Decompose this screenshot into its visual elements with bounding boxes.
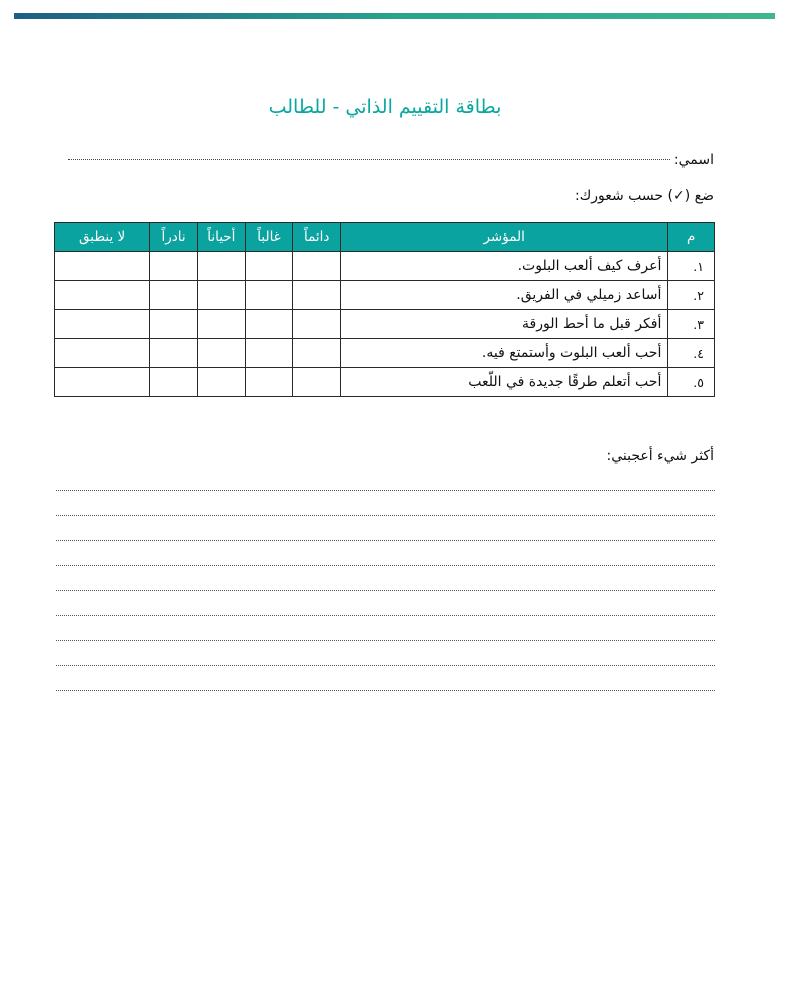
row-indicator: أفكر قبل ما أحط الورقة xyxy=(341,310,668,339)
header-always: دائماً xyxy=(293,223,341,252)
page-title: بطاقة التقييم الذاتي - للطالب xyxy=(268,96,502,118)
top-accent-bar xyxy=(14,13,775,19)
instruction-text xyxy=(575,188,714,204)
cell-rarely[interactable] xyxy=(150,310,198,339)
writing-lines xyxy=(56,490,715,715)
writing-line[interactable] xyxy=(56,640,715,665)
cell-often[interactable] xyxy=(245,252,293,281)
header-indicator: المؤشر xyxy=(341,223,668,252)
writing-line[interactable] xyxy=(56,590,715,615)
liked-most-heading: أكثر شيء أعجبني: xyxy=(606,448,714,464)
self-assessment-table xyxy=(54,222,715,397)
writing-line[interactable] xyxy=(56,690,715,715)
writing-line[interactable] xyxy=(56,515,715,540)
header-sometimes: أحياناً xyxy=(197,223,245,252)
table-header-row xyxy=(55,223,715,252)
cell-often[interactable] xyxy=(245,339,293,368)
writing-line[interactable] xyxy=(56,490,715,515)
cell-sometimes[interactable] xyxy=(197,252,245,281)
cell-not-applicable[interactable] xyxy=(55,252,150,281)
cell-always[interactable] xyxy=(293,310,341,339)
cell-rarely[interactable] xyxy=(150,339,198,368)
row-number: ١. xyxy=(668,252,715,281)
cell-always[interactable] xyxy=(293,368,341,397)
cell-always[interactable] xyxy=(293,252,341,281)
row-indicator: أحب أتعلم طرقًا جديدة في اللّعب xyxy=(341,368,668,397)
cell-not-applicable[interactable] xyxy=(55,281,150,310)
writing-line[interactable] xyxy=(56,665,715,690)
name-field[interactable] xyxy=(68,159,670,160)
header-often: غالباً xyxy=(245,223,293,252)
name-label: اسمي: xyxy=(673,152,714,168)
cell-rarely[interactable] xyxy=(150,252,198,281)
cell-not-applicable[interactable] xyxy=(55,368,150,397)
instruction-before: ضع ( xyxy=(684,188,714,204)
header-number: م xyxy=(668,223,715,252)
writing-line[interactable] xyxy=(56,540,715,565)
row-number: ٥. xyxy=(668,368,715,397)
table-row xyxy=(55,281,715,310)
header-not-applicable: لا ينطبق xyxy=(55,223,150,252)
cell-often[interactable] xyxy=(245,310,293,339)
writing-line[interactable] xyxy=(56,565,715,590)
cell-often[interactable] xyxy=(245,368,293,397)
cell-not-applicable[interactable] xyxy=(55,339,150,368)
check-mark-icon: ✓ xyxy=(673,188,685,204)
cell-often[interactable] xyxy=(245,281,293,310)
header-rarely: نادراً xyxy=(150,223,198,252)
name-row xyxy=(68,146,714,170)
cell-sometimes[interactable] xyxy=(197,281,245,310)
row-number: ٢. xyxy=(668,281,715,310)
row-indicator: أعرف كيف ألعب البلوت. xyxy=(341,252,668,281)
table-row xyxy=(55,252,715,281)
cell-always[interactable] xyxy=(293,339,341,368)
cell-always[interactable] xyxy=(293,281,341,310)
cell-not-applicable[interactable] xyxy=(55,310,150,339)
cell-rarely[interactable] xyxy=(150,368,198,397)
writing-line[interactable] xyxy=(56,615,715,640)
row-indicator: أساعد زميلي في الفريق. xyxy=(341,281,668,310)
table-row xyxy=(55,368,715,397)
cell-rarely[interactable] xyxy=(150,281,198,310)
cell-sometimes[interactable] xyxy=(197,310,245,339)
row-indicator: أحب ألعب البلوت وأستمتع فيه. xyxy=(341,339,668,368)
row-number: ٤. xyxy=(668,339,715,368)
cell-sometimes[interactable] xyxy=(197,368,245,397)
cell-sometimes[interactable] xyxy=(197,339,245,368)
row-number: ٣. xyxy=(668,310,715,339)
table-row xyxy=(55,339,715,368)
table-row xyxy=(55,310,715,339)
instruction-after: ) حسب شعورك: xyxy=(575,188,673,204)
